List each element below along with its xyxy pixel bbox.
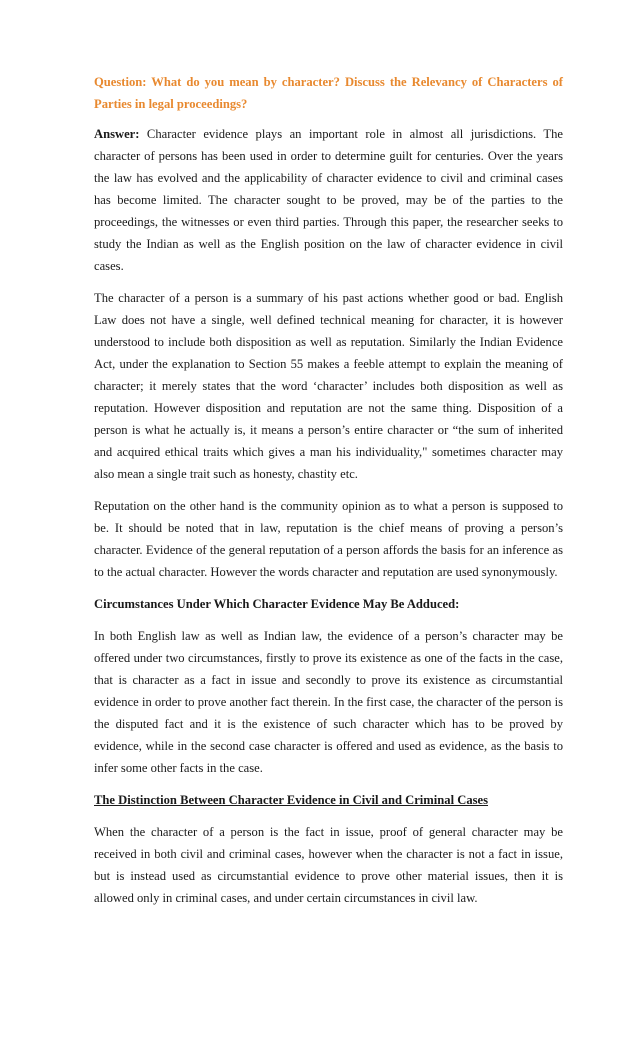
question-heading: Question: What do you mean by character? Discuss the Relevancy of Characters of Parties in legal proceedings? — [94, 75, 563, 111]
section-heading-circumstances: Circumstances Under Which Character Evidence May Be Adduced: — [94, 597, 460, 611]
answer-text: Character evidence plays an important role in almost all jurisdictions. The character of persons has been used in order to determine guilt for centuries. Over the years the law has evolved and the applicability of character evidence to civil and criminal cases has become limited. The character sought to be proved, may be of the parties to the proceedings, the witnesses or even third parties. Through this paper, the researcher seeks to study the Indian as well as the English position on the law of character evidence in civil cases. — [94, 127, 563, 273]
section-heading-distinction: The Distinction Between Character Evidence in Civil and Criminal Cases — [94, 793, 489, 807]
paragraph-reputation: Reputation on the other hand is the community opinion as to what a person is supposed to be. It should be noted that in law, reputation is the chief means of proving a person’s character. Evidence of the general reputation of a person affords the basis for an inference as to the actual character. However the words character and reputation are used synonymously. — [94, 499, 563, 579]
document-page — [94, 71, 563, 919]
answer-paragraph — [94, 123, 563, 277]
paragraph-circumstances: In both English law as well as Indian law, the evidence of a person’s character may be offered under two circumstances, firstly to prove its existence as one of the facts in the case, that is character as a fact in issue and secondly to prove its existence as circumstantial evidence in order to prove another fact therein. In the first case, the character of the person is the disputed fact and it is the existence of such character which has to be proved by evidence, while in the second case character is offered and used as evidence, as the basis to infer some other facts in the case. — [94, 629, 563, 775]
paragraph-character-definition: The character of a person is a summary of his past actions whether good or bad. English Law does not have a single, well defined technical meaning for character, it is however understood to include both disposition as well as reputation. Similarly the Indian Evidence Act, under the explanation to Section 55 makes a feeble attempt to explain the meaning of character; it merely states that the word ‘character’ includes both disposition as well as reputation. However disposition and reputation are not the same thing. Disposition of a person is what he actually is, it means a person’s entire character or “the sum of inherited and acquired ethical traits which gives a man his individuality," sometimes character may also mean a single trait such as honesty, chastity etc. — [94, 291, 563, 481]
answer-label: Answer: — [94, 127, 140, 141]
paragraph-distinction: When the character of a person is the fact in issue, proof of general character may be received in both civil and criminal cases, however when the character is not a fact in issue, but is instead used as circumstantial evidence to prove other material issues, then it is allowed only in criminal cases, and under certain circumstances in civil law. — [94, 825, 563, 905]
